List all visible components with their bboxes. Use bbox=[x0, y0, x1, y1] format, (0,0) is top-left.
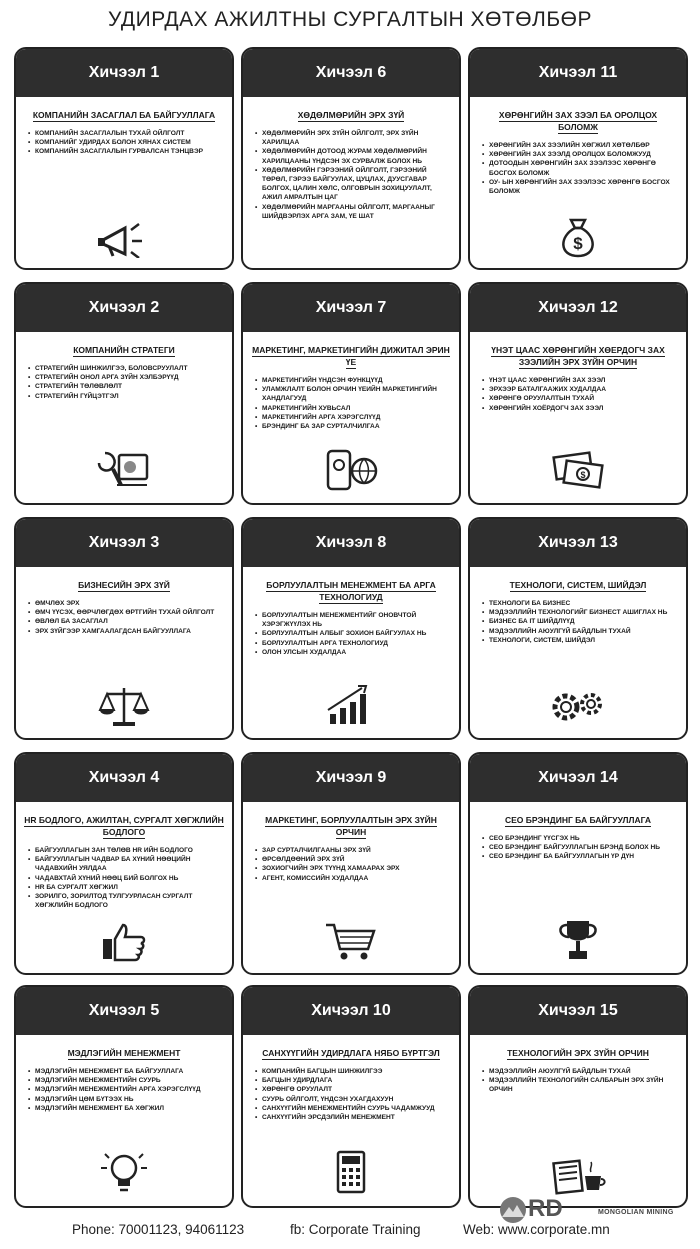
lesson-title bbox=[24, 109, 224, 121]
topic-item: • ХӨДӨЛМӨРИЙН МАРГААНЫ ОЙЛГОЛТ, МАРГААНЫГ ШИЙДВЭРЛЭХ АРГА ЗАМ, ҮЕ ШАТ bbox=[255, 203, 451, 221]
lesson-number: Хичээл 7 bbox=[243, 284, 459, 332]
topic-item: • HR БА СУРГАЛТ ХӨГЖИЛ bbox=[28, 883, 224, 892]
lesson-card bbox=[468, 985, 688, 1208]
lesson-title-text: ТЕХНОЛОГИ, СИСТЕМ, ШИЙДЭЛ bbox=[509, 580, 647, 590]
topic-item: • CEO БРЭНДИНГ ҮҮСГЭХ НЬ bbox=[482, 834, 678, 843]
topic-item: • КОМПАНИЙН БАГЦЫН ШИНЖИЛГЭЭ bbox=[255, 1067, 451, 1076]
topic-item: • КОМПАНИЙН ЗАСАГЛАЛЫН ТУХАЙ ОЙЛГОЛТ bbox=[28, 129, 224, 138]
lesson-number: Хичээл 11 bbox=[470, 49, 686, 97]
topic-item: • БИЗНЕС БА IT ШИЙДЛҮҮД bbox=[482, 617, 678, 626]
lesson-title bbox=[251, 814, 451, 838]
lesson-number: Хичээл 6 bbox=[243, 49, 459, 97]
topic-item: • ЗОРИЛГО, ЗОРИЛТОД ТУЛГУУРЛАСАН СУРГАЛТ ХӨГЖЛИЙН БОДЛОГО bbox=[28, 892, 224, 910]
topic-list bbox=[482, 376, 678, 413]
lesson-title bbox=[24, 1047, 224, 1059]
topic-item: • МЭДЛЭГИЙН ЦӨМ БҮТЭЭХ НЬ bbox=[28, 1095, 224, 1104]
lightbulb-icon bbox=[95, 1148, 153, 1196]
topic-item: • МЭДЛЭГИЙН МЕНЕЖМЕНТ БА БАЙГУУЛЛАГА bbox=[28, 1067, 224, 1076]
page-title: УДИРДАХ АЖИЛТНЫ СУРГАЛТЫН ХӨТӨЛБӨР bbox=[108, 8, 592, 31]
topic-item: • АГЕНТ, КОМИССИЙН ХУДАЛДАА bbox=[255, 874, 451, 883]
growth-chart-icon bbox=[322, 680, 380, 728]
lesson-title bbox=[251, 1047, 451, 1059]
lesson-card bbox=[14, 752, 234, 975]
topic-item: • ХӨДӨЛМӨРИЙН ДОТООД ЖУРАМ ХӨДӨЛМӨРИЙН ХАРИЛЦААНЫ ҮНДСЭН ЭХ СУРВАЛЖ БОЛОХ НЬ bbox=[255, 147, 451, 165]
lesson-card bbox=[468, 517, 688, 740]
company-logo bbox=[498, 1195, 698, 1225]
lesson-number: Хичээл 10 bbox=[243, 987, 459, 1035]
topic-item: • ЭРХЭЭР БАТАЛГААЖИХ ХУДАЛДАА bbox=[482, 385, 678, 394]
lesson-number: Хичээл 2 bbox=[16, 284, 232, 332]
lesson-card bbox=[241, 47, 461, 270]
shopping-cart-icon bbox=[322, 915, 380, 963]
analytics-icon bbox=[95, 445, 153, 493]
topic-item: • ЗАР СУРТАЛЧИЛГААНЫ ЭРХ ЗҮЙ bbox=[255, 846, 451, 855]
topic-item: • БАЙГУУЛЛАГЫН ЗАН ТӨЛӨВ HR ИЙН БОДЛОГО bbox=[28, 846, 224, 855]
lesson-title-text: БИЗНЕСИЙН ЭРХ ЗҮЙ bbox=[78, 580, 170, 590]
lesson-title bbox=[24, 344, 224, 356]
topic-item: • СУУРЬ ОЙЛГОЛТ, ҮНДСЭН УХАГДАХУУН bbox=[255, 1095, 451, 1104]
topic-list bbox=[255, 129, 451, 221]
lesson-number: Хичээл 13 bbox=[470, 519, 686, 567]
topic-item: • СТРАТЕГИЙН ОНОЛ АРГА ЗҮЙН ХЭЛБЭРҮҮД bbox=[28, 373, 224, 382]
topic-item: • МЭДЛЭГИЙН МЕНЕЖМЕНТИЙН СУУРЬ bbox=[28, 1076, 224, 1085]
topic-item: • БОРЛУУЛАЛТЫН АЛБЫГ ЗОХИОН БАЙГУУЛАХ НЬ bbox=[255, 629, 451, 638]
lesson-title-text: МАРКЕТИНГ, БОРЛУУЛАЛТЫН ЭРХ ЗҮЙН ОРЧИН bbox=[265, 815, 437, 837]
lesson-title-text: HR БОДЛОГО, АЖИЛТАН, СУРГАЛТ ХӨГЖЛИЙН БОДЛОГО bbox=[24, 815, 224, 837]
topic-item: • МЭДЛЭГИЙН МЕНЕЖМЕНТ БА ХӨГЖИЛ bbox=[28, 1104, 224, 1113]
lesson-card bbox=[14, 47, 234, 270]
topic-item: • ДОТООДЫН ХӨРӨНГИЙН ЗАХ ЗЭЭЛЭЭС ХӨРӨНГӨ БОСГОХ БОЛОМЖ bbox=[482, 159, 678, 177]
lesson-number: Хичээл 3 bbox=[16, 519, 232, 567]
lesson-number: Хичээл 5 bbox=[16, 987, 232, 1035]
lesson-title-text: МЭДЛЭГИЙН МЕНЕЖМЕНТ bbox=[67, 1048, 181, 1058]
topic-item: • БРЭНДИНГ БА ЗАР СУРТАЛЧИЛГАА bbox=[255, 422, 451, 431]
lesson-title-text: CEO БРЭНДИНГ БА БАЙГУУЛЛАГА bbox=[504, 815, 652, 825]
lesson-title-text: КОМПАНИЙН СТРАТЕГИ bbox=[73, 345, 175, 355]
topic-item: • МЭДЭЭЛЛИЙН АЮУЛГҮЙ БАЙДЛЫН ТУХАЙ bbox=[482, 627, 678, 636]
mountain-logo-icon bbox=[498, 1195, 528, 1225]
topic-list bbox=[482, 1067, 678, 1095]
topic-list bbox=[482, 834, 678, 862]
lesson-title-text: КОМПАНИЙН ЗАСАГЛАЛ БА БАЙГУУЛЛАГА bbox=[32, 110, 216, 120]
lesson-title bbox=[478, 344, 678, 368]
topic-list bbox=[28, 846, 224, 910]
topic-item: • ҮНЭТ ЦААС ХӨРӨНГИЙН ЗАХ ЗЭЭЛ bbox=[482, 376, 678, 385]
topic-item: • ӨМЧ ҮҮСЭХ, ӨӨРЧЛӨГДӨХ ӨРТГИЙН ТУХАЙ ОЙЛГОЛТ bbox=[28, 608, 224, 617]
topic-item: • ХӨРӨНГИЙН ЗАХ ЗЭЭЛД ОРОЛЦОХ БОЛОМЖУУД bbox=[482, 150, 678, 159]
lesson-title-text: БОРЛУУЛАЛТЫН МЕНЕЖМЕНТ БА АРГА ТЕХНОЛОГИУД bbox=[266, 580, 436, 602]
gears-icon bbox=[549, 680, 607, 728]
lesson-card bbox=[241, 985, 461, 1208]
topic-item: • CEO БРЭНДИНГ БА БАЙГУУЛЛАГЫН ҮР ДҮН bbox=[482, 852, 678, 861]
lesson-card bbox=[468, 282, 688, 505]
lesson-number: Хичээл 1 bbox=[16, 49, 232, 97]
topic-item: • МЭДЭЭЛЛИЙН ТЕХНОЛОГИЙГ БИЗНЕСТ АШИГЛАХ НЬ bbox=[482, 608, 678, 617]
topic-item: • СТРАТЕГИЙН ШИНЖИЛГЭЭ, БОЛОВСРУУЛАЛТ bbox=[28, 364, 224, 373]
topic-item: • СТРАТЕГИЙН ТӨЛӨВЛӨЛТ bbox=[28, 382, 224, 391]
topic-item: • ӨМЧЛӨХ ЭРХ bbox=[28, 599, 224, 608]
topic-item: • ЗОХИОГЧИЙН ЭРХ ТҮҮНД ХАМААРАХ ЭРХ bbox=[255, 864, 451, 873]
topic-item: • ХӨРӨНГӨ ОРУУЛАЛТЫН ТУХАЙ bbox=[482, 394, 678, 403]
lesson-title bbox=[478, 579, 678, 591]
topic-item: • ӨВЛӨЛ БА ЗАСАГЛАЛ bbox=[28, 617, 224, 626]
topic-item: • БАЙГУУЛЛАГЫН ЧАДВАР БА ХҮНИЙ НӨӨЦИЙН ЧАДАВХИЙН УЯЛДАА bbox=[28, 855, 224, 873]
logo-subtitle: MONGOLIAN MINING bbox=[598, 1209, 674, 1216]
footer-phone: Phone: 70001123, 94061123 bbox=[72, 1222, 245, 1237]
svg-text:$: $ bbox=[573, 234, 583, 253]
topic-item: • СТРАТЕГИЙН ГҮЙЦЭТГЭЛ bbox=[28, 392, 224, 401]
lesson-title-text: ТЕХНОЛОГИЙН ЭРХ ЗҮЙН ОРЧИН bbox=[507, 1048, 649, 1058]
topic-item: • БАГЦЫН УДИРДЛАГА bbox=[255, 1076, 451, 1085]
topic-item: • ХӨДӨЛМӨРИЙН ГЭРЭЭНИЙ ОЙЛГОЛТ, ГЭРЭЭНИЙ ТӨРӨЛ, ГЭРЭЭ БАЙГУУЛАХ, ЦУЦЛАХ, ДУУСГАВАР БОЛГОХ, ЦАЛИН ХӨЛС, ОЛГОВРЫН ЗОХИЦУУЛАЛТ, АЖИЛ АМРАЛТЫН ЦАГ bbox=[255, 166, 451, 203]
footer-facebook[interactable]: fb: Corporate Training bbox=[290, 1222, 421, 1237]
topic-item: • ХӨРӨНГӨ ОРУУЛАЛТ bbox=[255, 1085, 451, 1094]
topic-list bbox=[28, 129, 224, 157]
lesson-title-text: ХӨДӨЛМӨРИЙН ЭРХ ЗҮЙ bbox=[297, 110, 405, 120]
topic-list bbox=[255, 376, 451, 431]
topic-list bbox=[255, 1067, 451, 1122]
lesson-title bbox=[251, 344, 451, 368]
lesson-card bbox=[241, 752, 461, 975]
megaphone-icon bbox=[95, 210, 153, 258]
topic-item: • БОРЛУУЛАЛТЫН МЕНЕЖМЕНТИЙГ ОНОВЧТОЙ ХЭРЭГЖҮҮЛЭХ НЬ bbox=[255, 611, 451, 629]
lesson-number: Хичээл 12 bbox=[470, 284, 686, 332]
topic-item: • ХӨДӨЛМӨРИЙН ЭРХ ЗҮЙН ОЙЛГОЛТ, ЭРХ ЗҮЙН ХАРИЛЦАА bbox=[255, 129, 451, 147]
lesson-title bbox=[478, 1047, 678, 1059]
lesson-title-text: ҮНЭТ ЦААС ХӨРӨНГИЙН ХӨЕРДОГЧ ЗАХ ЗЭЭЛИЙН ЭРХ ЗҮЙН ОРЧИН bbox=[491, 345, 665, 367]
lesson-card bbox=[241, 517, 461, 740]
lesson-title-text: САНХҮҮГИЙН УДИРДЛАГА НЯБО БҮРТГЭЛ bbox=[262, 1048, 440, 1058]
calculator-icon bbox=[322, 1148, 380, 1196]
banknotes-icon bbox=[549, 445, 607, 493]
topic-item: • САНХҮҮГИЙН ЭРСДЭЛИЙН МЕНЕЖМЕНТ bbox=[255, 1113, 451, 1122]
topic-item: • ЧАДАВХТАЙ ХҮНИЙ НӨӨЦ БИЙ БОЛГОХ НЬ bbox=[28, 874, 224, 883]
scales-icon bbox=[95, 680, 153, 728]
topic-item: • МАРКЕТИНГИЙН ҮНДСЭН ФУНКЦҮҮД bbox=[255, 376, 451, 385]
lesson-number: Хичээл 14 bbox=[470, 754, 686, 802]
trophy-icon bbox=[549, 915, 607, 963]
topic-item: • КОМПАНИЙГ УДИРДАХ БОЛОН ХЯНАХ СИСТЕМ bbox=[28, 138, 224, 147]
lesson-title-text: МАРКЕТИНГ, МАРКЕТИНГИЙН ДИЖИТАЛ ЭРИН ҮЕ bbox=[252, 345, 450, 367]
svg-text:$: $ bbox=[580, 470, 586, 480]
topic-item: • МАРКЕТИНГИЙН АРГА ХЭРЭГСЛҮҮД bbox=[255, 413, 451, 422]
newspaper-coffee-icon bbox=[549, 1148, 607, 1196]
lesson-card bbox=[14, 282, 234, 505]
topic-list bbox=[482, 599, 678, 645]
lesson-card bbox=[468, 47, 688, 270]
lesson-number: Хичээл 8 bbox=[243, 519, 459, 567]
topic-item: • МЭДЭЭЛЛИЙН АЮУЛГҮЙ БАЙДЛЫН ТУХАЙ bbox=[482, 1067, 678, 1076]
footer bbox=[0, 1222, 700, 1244]
topic-item: • КОМПАНИЙН ЗАСАГЛАЛЫН ГУРВАЛСАН ТЭНЦВЭР bbox=[28, 147, 224, 156]
lesson-title-text: ХӨРӨНГИЙН ЗАХ ЗЭЭЛ БА ОРОЛЦОХ БОЛОМЖ bbox=[498, 110, 658, 132]
topic-item: • ОУ- ЫН ХӨРӨНГИЙН ЗАХ ЗЭЭЛЭЭС ХӨРӨНГӨ БОСГОХ БОЛОМЖ bbox=[482, 178, 678, 196]
topic-item: • УЛАМЖЛАЛТ БОЛОН ОРЧИН ҮЕИЙН МАРКЕТИНГИЙН ХАНДЛАГУУД bbox=[255, 385, 451, 403]
topic-item: • CEO БРЭНДИНГ БАЙГУУЛЛАГЫН БРЭНД БОЛОХ НЬ bbox=[482, 843, 678, 852]
topic-item: • МЭДЛЭГИЙН МЕНЕЖМЕНТИЙН АРГА ХЭРЭГСЛҮҮД bbox=[28, 1085, 224, 1094]
topic-list bbox=[28, 1067, 224, 1113]
lesson-title bbox=[478, 109, 678, 133]
lesson-title bbox=[24, 814, 224, 838]
topic-item: • ХӨРӨНГИЙН ЗАХ ЗЭЭЛИЙН ХӨГЖИЛ ХӨТӨЛБӨР bbox=[482, 141, 678, 150]
lesson-number: Хичээл 4 bbox=[16, 754, 232, 802]
lesson-card bbox=[14, 985, 234, 1208]
topic-item: • ТЕХНОЛОГИ, СИСТЕМ, ШИЙДЭЛ bbox=[482, 636, 678, 645]
topic-item: • БОРЛУУЛАЛТЫН АРГА ТЕХНОЛОГИУД bbox=[255, 639, 451, 648]
money-bag-icon bbox=[549, 210, 607, 258]
topic-item: • ӨРСӨЛДӨӨНИЙ ЭРХ ЗҮЙ bbox=[255, 855, 451, 864]
topic-list bbox=[482, 141, 678, 196]
topic-list bbox=[28, 599, 224, 636]
topic-item: • ЭРХ ЗҮЙГЭЭР ХАМГААЛАГДСАН БАЙГУУЛЛАГА bbox=[28, 627, 224, 636]
lesson-card bbox=[14, 517, 234, 740]
topic-item: • ТЕХНОЛОГИ БА БИЗНЕС bbox=[482, 599, 678, 608]
topic-list bbox=[255, 846, 451, 883]
topic-item: • САНХҮҮГИЙН МЕНЕЖМЕНТИЙН СУУРЬ ЧАДАМЖУУД bbox=[255, 1104, 451, 1113]
lesson-number: Хичээл 9 bbox=[243, 754, 459, 802]
mobile-globe-icon bbox=[322, 445, 380, 493]
footer-website[interactable]: Web: www.corporate.mn bbox=[463, 1222, 610, 1237]
topic-item: • ХӨРӨНГИЙН ХОЁРДОГЧ ЗАХ ЗЭЭЛ bbox=[482, 404, 678, 413]
topic-list bbox=[28, 364, 224, 401]
topic-item: • МАРКЕТИНГИЙН ХУВЬСАЛ bbox=[255, 404, 451, 413]
topic-item: • ОЛОН УЛСЫН ХУДАЛДАА bbox=[255, 648, 451, 657]
topic-item: • МЭДЭЭЛЛИЙН ТЕХНОЛОГИЙН САЛБАРЫН ЭРХ ЗҮЙН ОРЧИН bbox=[482, 1076, 678, 1094]
thumbs-up-icon bbox=[95, 915, 153, 963]
lesson-title bbox=[251, 109, 451, 121]
logo-text: RD bbox=[528, 1195, 563, 1222]
lesson-card bbox=[241, 282, 461, 505]
lesson-title bbox=[478, 814, 678, 826]
lesson-card bbox=[468, 752, 688, 975]
topic-list bbox=[255, 611, 451, 657]
lesson-title bbox=[24, 579, 224, 591]
lesson-title bbox=[251, 579, 451, 603]
lesson-number: Хичээл 15 bbox=[470, 987, 686, 1035]
